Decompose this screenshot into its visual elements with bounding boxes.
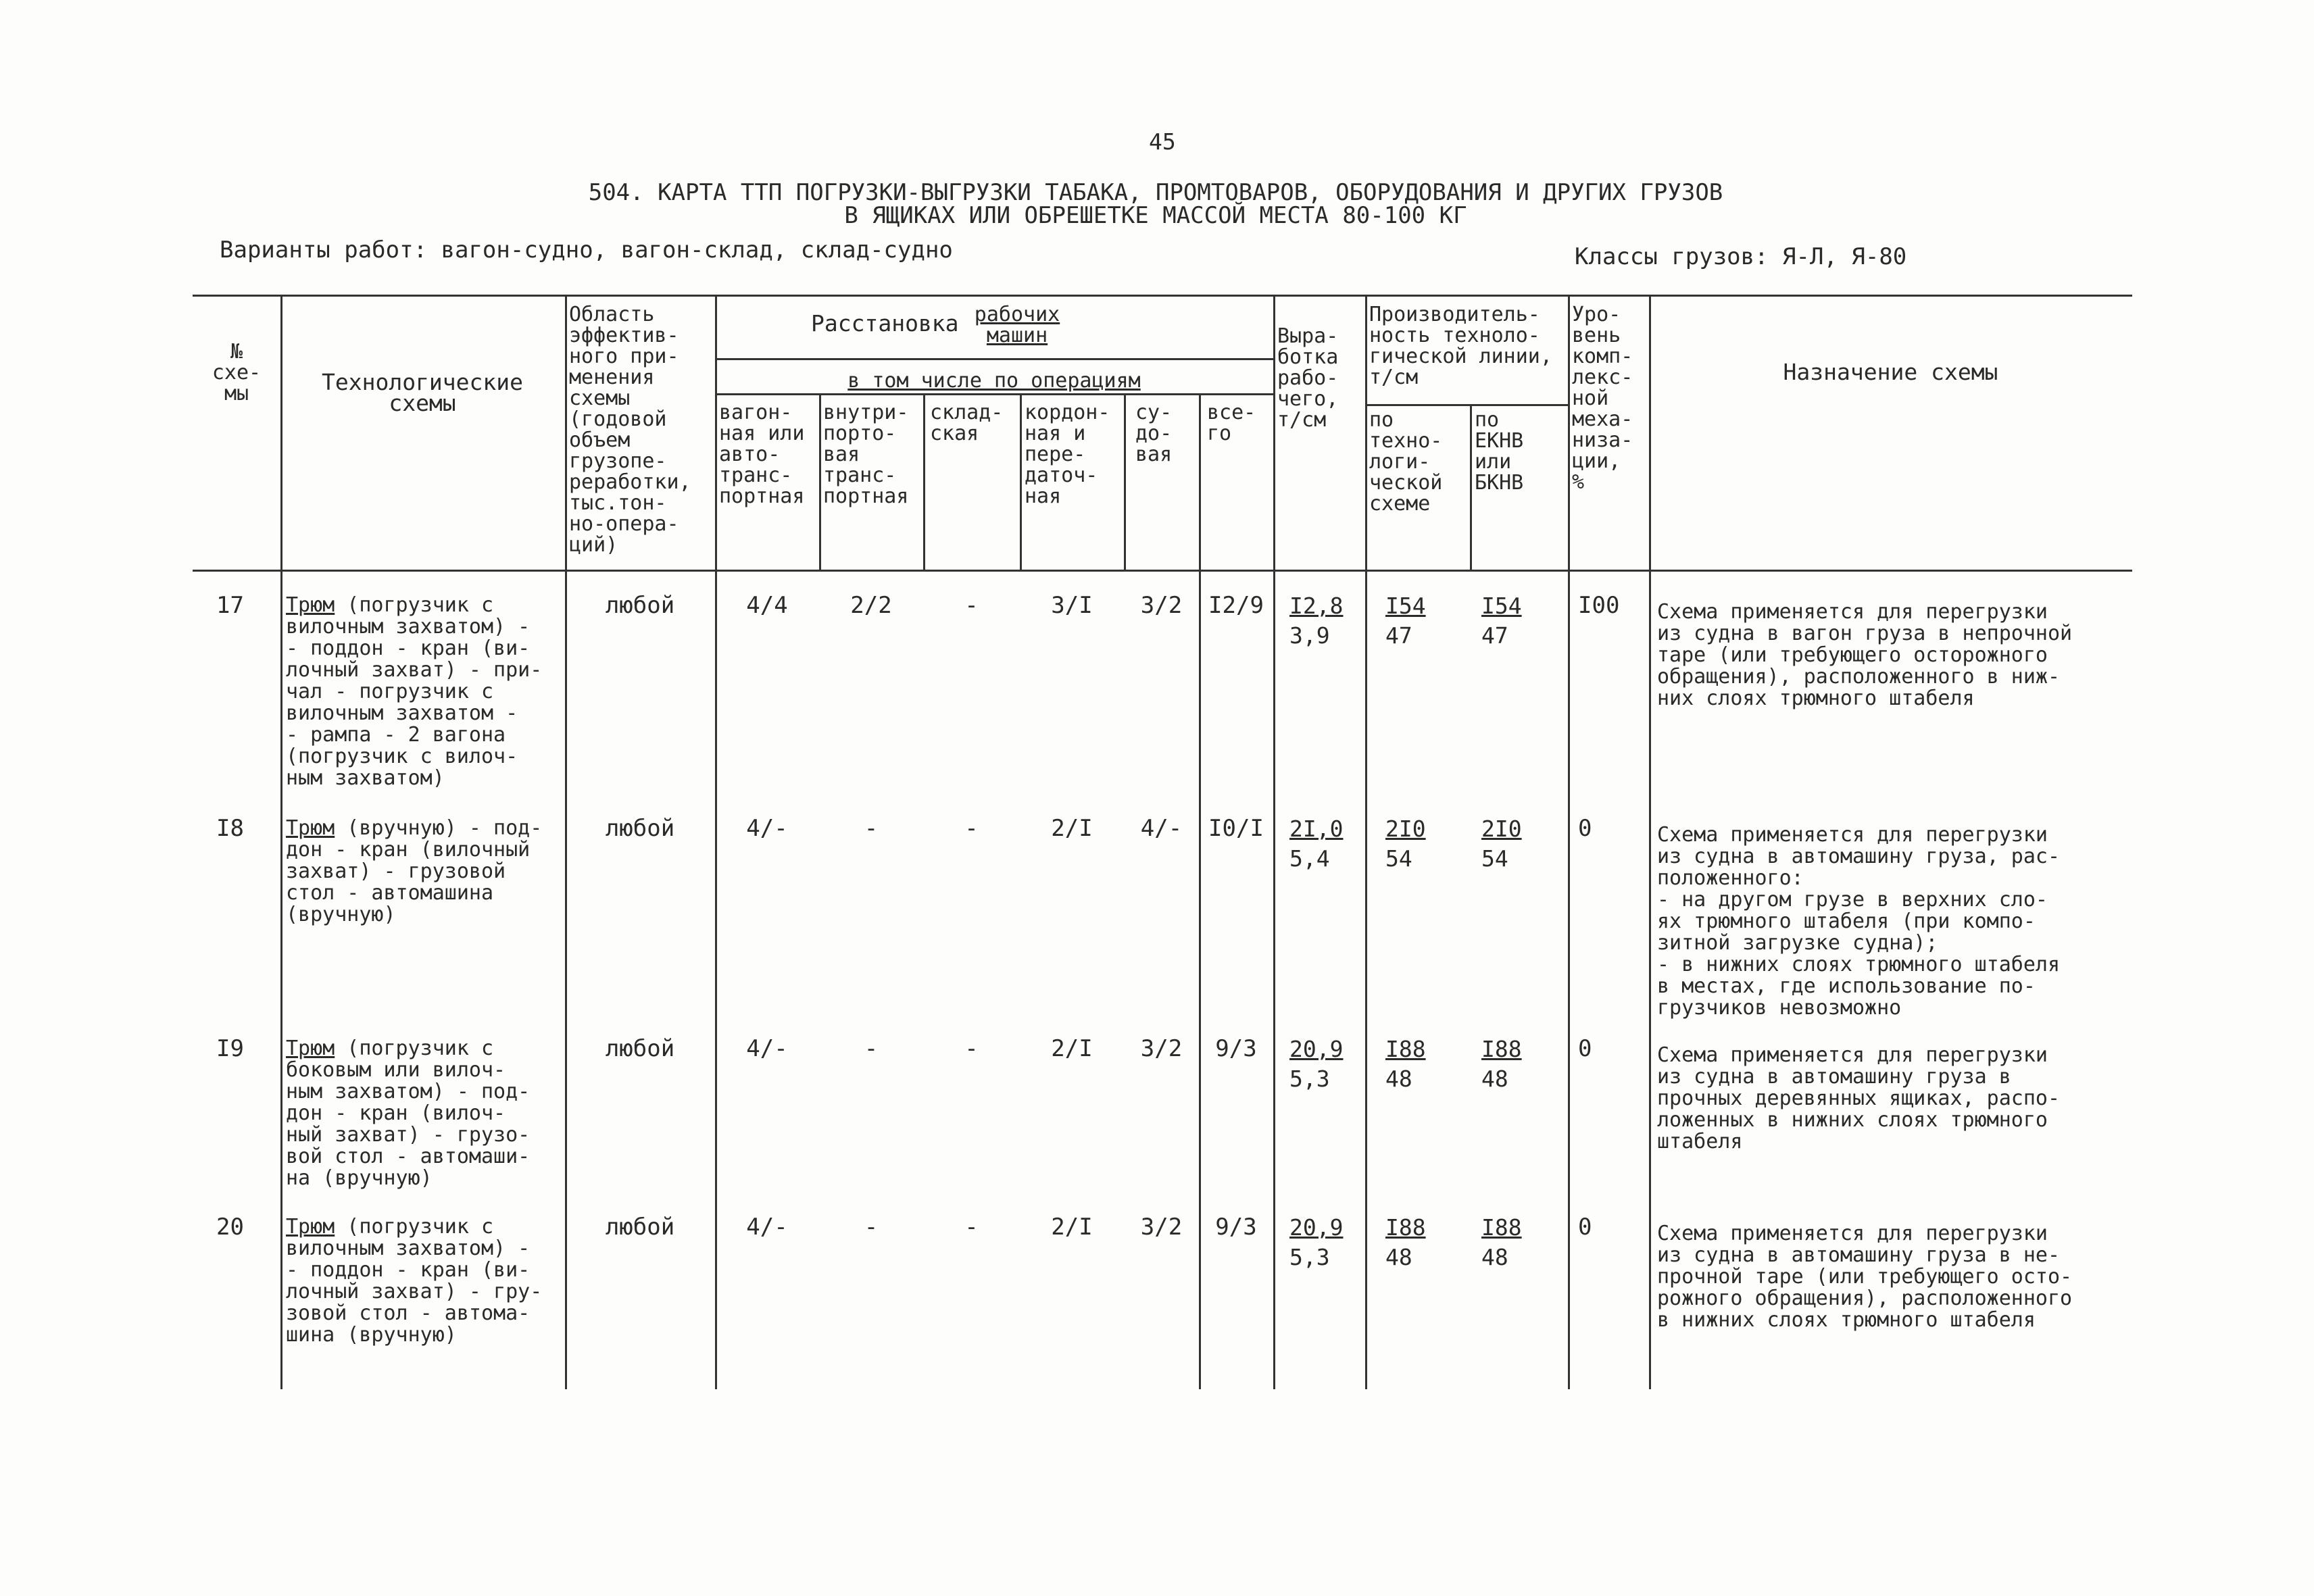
row-19-mechanization: 0	[1578, 1035, 1592, 1062]
row-19-prod-ekhv	[1481, 1034, 1522, 1094]
row-18-op-warehouse: -	[964, 815, 979, 842]
row-20-op-cordon: 2/I	[1051, 1214, 1093, 1241]
row-20-prod-scheme-top: I88	[1385, 1214, 1426, 1241]
row-20-output-bottom: 5,3	[1289, 1244, 1330, 1270]
row-18-tech-text: (вручную) - под- дон - кран (вилочный захват) - грузовой стол - автомашина (вручную)	[286, 816, 543, 926]
row-20-op-port: -	[864, 1214, 879, 1241]
row-20-prod-ekhv	[1481, 1213, 1522, 1272]
col-rule-1	[280, 295, 282, 1389]
table-header-rule	[193, 570, 2132, 572]
header-productivity: Производитель- ность техноло- гической линии, т/см	[1369, 303, 1552, 389]
row-20-op-ship: 3/2	[1140, 1214, 1183, 1241]
row-18-op-wagon: 4/-	[746, 815, 788, 842]
header-mechanization-level: Уро- вень комп- лекс- ной меха- низа- ции, %	[1572, 303, 1633, 494]
row-19-purpose: Схема применяется для перегрузки из судна в автомашину груза в прочных деревянных ящиках, распо- ложенных в нижних слоях трюмного штабеля	[1657, 1043, 2061, 1153]
row-17-tech-scheme	[286, 595, 564, 789]
row-18-prod-ekhv	[1481, 814, 1522, 874]
row-18-prod-ekhv-top: 2I0	[1481, 816, 1522, 842]
row-19-tech-scheme	[286, 1038, 564, 1189]
row-20-op-total: 9/3	[1215, 1214, 1257, 1241]
row-17-mechanization: I00	[1578, 592, 1620, 619]
header-placement: Расстановка	[811, 310, 959, 336]
row-17-op-wagon: 4/4	[746, 592, 788, 619]
row-20-prod-ekhv-top: I88	[1481, 1214, 1522, 1241]
row-19-op-warehouse: -	[964, 1035, 979, 1062]
row-19-prod-scheme-bottom: 48	[1385, 1066, 1412, 1092]
row-19-number: I9	[216, 1035, 244, 1062]
header-placement-machines: рабочих машин	[974, 303, 1060, 347]
row-17-area: любой	[605, 592, 675, 619]
header-application-area: Область эффектив- ного при- менения схемы (годовой объем грузопе- реработки, тыс.тон- но-опера- ций)	[569, 303, 691, 557]
row-20-mechanization: 0	[1578, 1214, 1592, 1241]
row-19-output-bottom: 5,3	[1289, 1066, 1330, 1092]
row-17-op-warehouse: -	[964, 592, 979, 619]
row-19-output	[1289, 1034, 1343, 1094]
row-20-purpose: Схема применяется для перегрузки из судна в автомашину груза в не- прочной таре (или требующего осто- рожного обращения), расположенного в нижних слоях трюмного штабеля	[1657, 1222, 2073, 1332]
row-17-purpose: Схема применяется для перегрузки из судна в вагон груза в непрочной таре (или требующего осторожного обращения), расположенного в ниж- них слоях трюмного штабеля	[1657, 600, 2073, 710]
row-18-output-top: 2I,0	[1289, 816, 1344, 842]
row-17-output	[1289, 591, 1343, 651]
row-18-mechanization: 0	[1578, 815, 1592, 842]
row-20-tech-scheme	[286, 1216, 564, 1346]
col-rule-6	[1020, 393, 1022, 570]
row-20-tech-hold: Трюм	[286, 1215, 335, 1239]
title-line-2: В ЯЩИКАХ ИЛИ ОБРЕШЕТКЕ МАССОЙ МЕСТА 80-100 КГ	[844, 202, 1467, 229]
col-rule-13	[1649, 295, 1651, 1389]
row-17-prod-ekhv-bottom: 47	[1481, 622, 1508, 649]
row-17-output-bottom: 3,9	[1289, 622, 1330, 649]
row-17-tech-text: (погрузчик с вилочным захватом) - - поддон - кран (ви- лочный захват) - при- чал - погрузчик с вилочным захватом - - рампа - 2 вагона (погрузчик с вилоч- ным захватом)	[286, 593, 543, 790]
row-19-tech-hold: Трюм	[286, 1037, 335, 1060]
row-18-number: I8	[216, 815, 244, 842]
row-19-prod-ekhv-bottom: 48	[1481, 1066, 1508, 1092]
row-20-prod-scheme	[1385, 1213, 1426, 1272]
cargo-classes: Классы грузов: Я-Л, Я-80	[1575, 243, 1907, 270]
header-worker-output: Выра- ботка рабо- чего, т/см	[1277, 324, 1339, 432]
row-20-op-warehouse: -	[964, 1214, 979, 1241]
row-18-op-cordon: 2/I	[1051, 815, 1093, 842]
header-op-ship: су- до- вая	[1135, 401, 1173, 466]
row-17-prod-scheme-top: I54	[1385, 593, 1426, 619]
row-18-prod-scheme-top: 2I0	[1385, 816, 1426, 842]
table-top-rule	[193, 295, 2132, 297]
header-op-total: все- го	[1207, 401, 1256, 445]
row-20-area: любой	[605, 1214, 675, 1241]
row-20-output-top: 20,9	[1289, 1214, 1344, 1241]
row-17-op-total: I2/9	[1208, 592, 1264, 619]
row-17-output-top: I2,8	[1289, 593, 1344, 619]
row-19-op-total: 9/3	[1215, 1035, 1257, 1062]
row-19-area: любой	[605, 1035, 675, 1062]
row-18-tech-scheme	[286, 818, 564, 926]
header-op-port: внутри- порто- вая транс- портная	[823, 401, 909, 508]
row-19-op-wagon: 4/-	[746, 1035, 788, 1062]
row-20-prod-ekhv-bottom: 48	[1481, 1244, 1508, 1270]
row-19-op-cordon: 2/I	[1051, 1035, 1093, 1062]
row-17-prod-scheme	[1385, 591, 1426, 651]
row-18-prod-scheme-bottom: 54	[1385, 845, 1412, 872]
header-prod-ekhv: по ЕКНВ или БКНВ	[1475, 408, 1524, 495]
row-17-op-cordon: 3/I	[1051, 592, 1093, 619]
row-19-prod-scheme-top: I88	[1385, 1036, 1426, 1062]
row-19-op-port: -	[864, 1035, 879, 1062]
row-20-prod-scheme-bottom: 48	[1385, 1244, 1412, 1270]
col-rule-12	[1568, 295, 1570, 1389]
row-17-op-port: 2/2	[850, 592, 892, 619]
row-18-op-total: I0/I	[1208, 815, 1264, 842]
row-18-area: любой	[605, 815, 675, 842]
prod-subrule	[1365, 404, 1570, 406]
col-rule-10	[1365, 295, 1367, 1389]
row-18-op-port: -	[864, 815, 879, 842]
row-18-output-bottom: 5,4	[1289, 845, 1330, 872]
row-19-prod-scheme	[1385, 1034, 1426, 1094]
header-purpose: Назначение схемы	[1783, 359, 1998, 385]
row-19-prod-ekhv-top: I88	[1481, 1036, 1522, 1062]
row-20-tech-text: (погрузчик с вилочным захватом) - - поддон - кран (ви- лочный захват) - гру- зовой стол - автома- шина (вручную)	[286, 1215, 543, 1347]
row-19-output-top: 20,9	[1289, 1036, 1344, 1062]
header-tech-schemes: Технологические схемы	[321, 369, 523, 416]
row-17-prod-scheme-bottom: 47	[1385, 622, 1412, 649]
header-op-wagon: вагон- ная или авто- транс- портная	[719, 401, 805, 508]
row-18-tech-hold: Трюм	[286, 816, 335, 840]
row-19-op-ship: 3/2	[1140, 1035, 1183, 1062]
header-prod-scheme: по техно- логи- ческой схеме	[1369, 408, 1443, 516]
header-number: № схе- мы	[212, 340, 262, 405]
placement-subrule	[715, 358, 1273, 360]
row-20-number: 20	[216, 1214, 244, 1241]
work-variants: Варианты работ: вагон-судно, вагон-склад, склад-судно	[220, 236, 953, 264]
header-op-cordon: кордон- ная и пере- даточ- ная	[1025, 401, 1110, 508]
row-17-tech-hold: Трюм	[286, 593, 335, 617]
row-20-output	[1289, 1213, 1343, 1272]
row-17-prod-ekhv-top: I54	[1481, 593, 1522, 619]
row-18-output	[1289, 814, 1343, 874]
row-18-purpose: Схема применяется для перегрузки из судна в автомашину груза, рас- положенного: - на другом грузе в верхних сло- ях трюмного штабеля (при компо- зитной загрузке судна); - в нижних слоях трюмного штабеля в местах, где использование по- грузчиков невозможно	[1657, 823, 2061, 1020]
row-18-prod-ekhv-bottom: 54	[1481, 845, 1508, 872]
page-number: 45	[1149, 128, 1176, 155]
row-17-prod-ekhv	[1481, 591, 1522, 651]
col-rule-8	[1199, 393, 1201, 1389]
row-17-op-ship: 3/2	[1140, 592, 1183, 619]
row-19-tech-text: (погрузчик с боковым или вилоч- ным захватом) - под- дон - кран (вилоч- ный захват) - грузо- вой стол - автомаши- на (вручную)	[286, 1037, 531, 1190]
header-incl-operations: в том числе по операциям	[847, 369, 1141, 393]
row-18-prod-scheme	[1385, 814, 1426, 874]
header-op-warehouse: склад- ская	[930, 401, 1004, 445]
title-line-1: 504. КАРТА ТТП ПОГРУЗКИ-ВЫГРУЗКИ ТАБАКА, ПРОМТОВАРОВ, ОБОРУДОВАНИЯ И ДРУГИХ ГРУЗОВ	[588, 179, 1723, 206]
row-18-op-ship: 4/-	[1140, 815, 1183, 842]
incl-subrule	[715, 393, 1273, 395]
col-rule-9	[1273, 295, 1275, 1389]
row-20-op-wagon: 4/-	[746, 1214, 788, 1241]
row-17-number: 17	[216, 592, 244, 619]
